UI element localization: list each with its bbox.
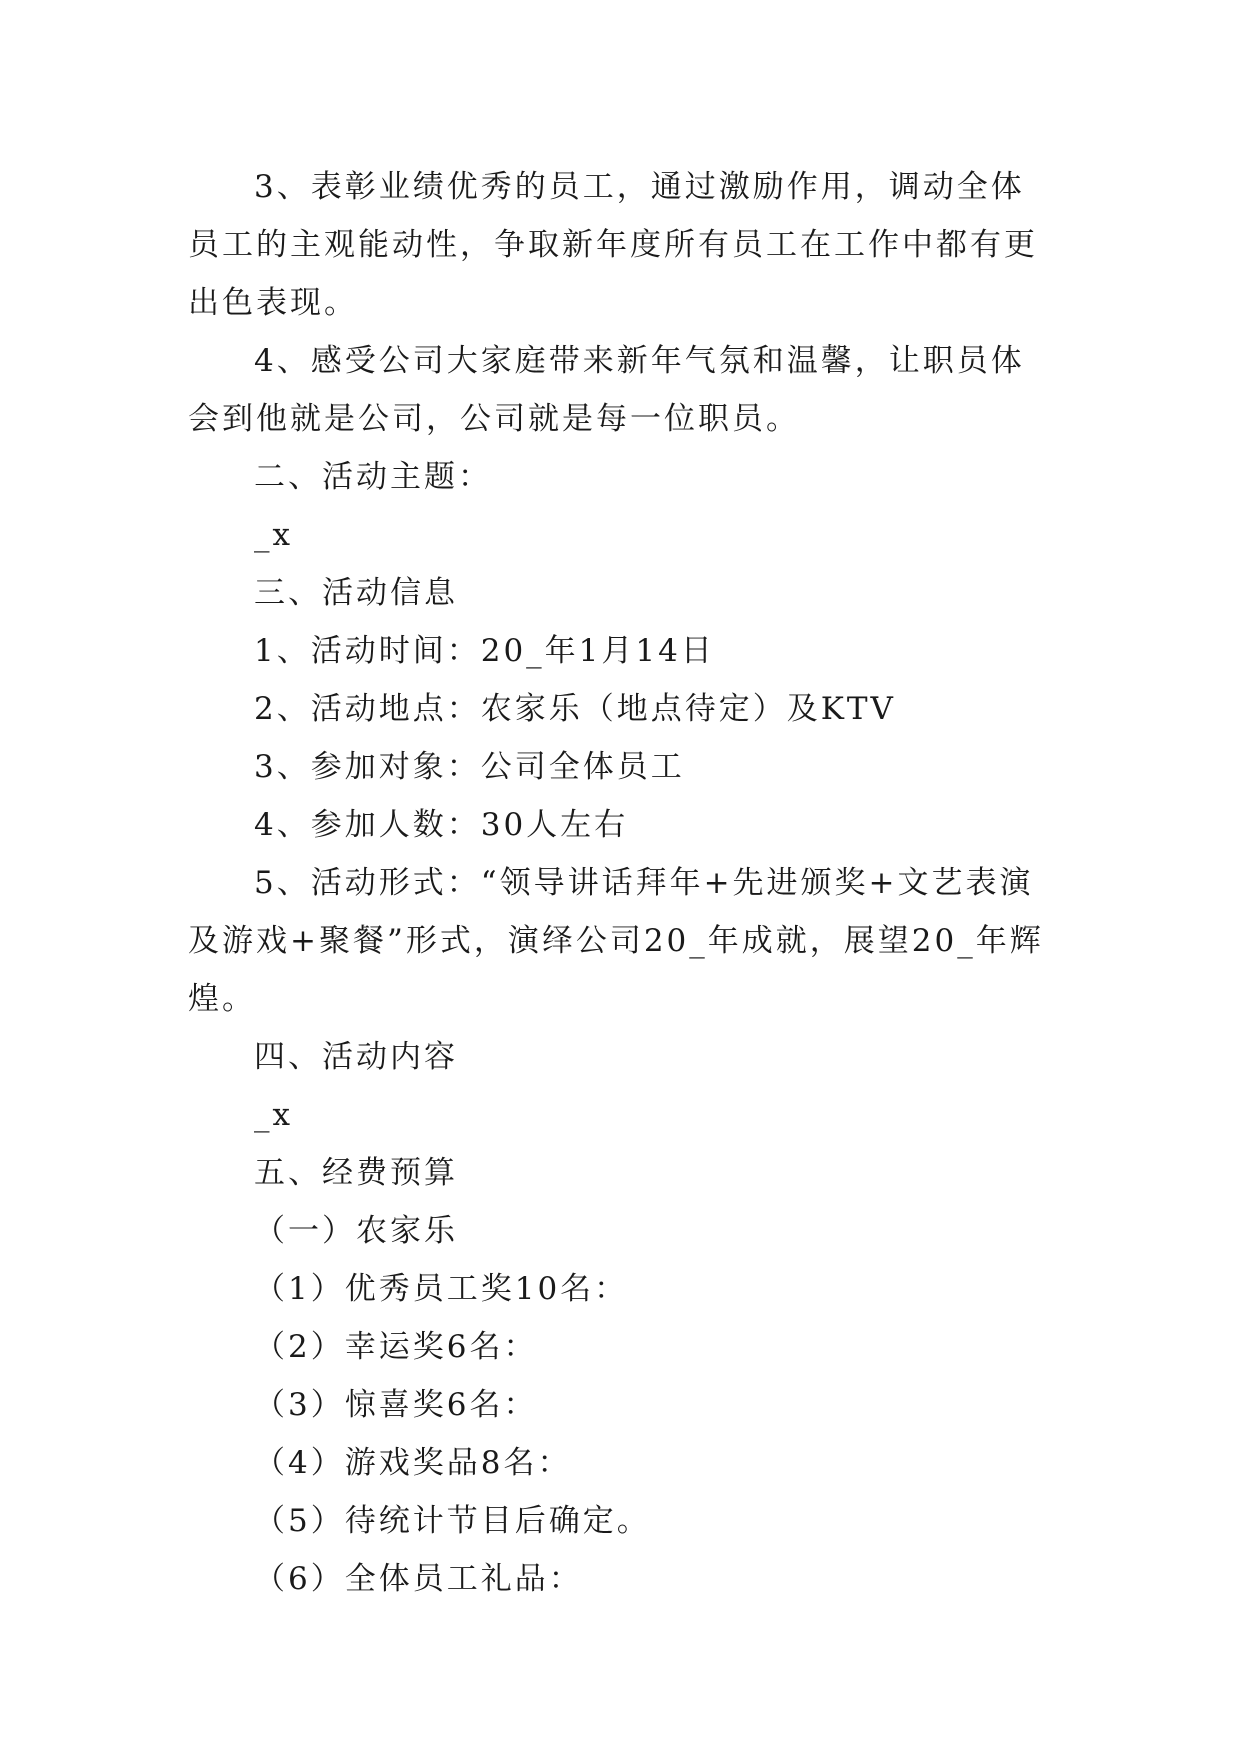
budget-item-4: （4）游戏奖品8名： [254,1445,572,1481]
theme-placeholder: _x [254,517,293,553]
document-body [188,158,1058,1608]
info-location: 2、活动地点：农家乐（地点待定）及KTV [254,691,896,727]
section-heading-content: 四、活动内容 [254,1039,458,1075]
info-time: 1、活动时间：20_年1月14日 [254,633,715,669]
paragraph-goal-3: 3、表彰业绩优秀的员工，通过激励作用，调动全体员工的主观能动性，争取新年度所有员工在工作中都有更出色表现。 [188,169,1038,321]
budget-item-3: （3）惊喜奖6名： [254,1387,538,1423]
paragraph-goal-4: 4、感受公司大家庭带来新年气氛和温馨，让职员体会到他就是公司，公司就是每一位职员。 [188,343,1025,437]
budget-subheading-farmhouse: （一）农家乐 [254,1213,458,1249]
budget-item-6: （6）全体员工礼品： [254,1561,583,1597]
budget-item-1: （1）优秀员工奖10名： [254,1271,629,1307]
content-placeholder: _x [254,1097,293,1133]
info-headcount: 4、参加人数：30人左右 [254,807,629,843]
section-heading-info: 三、活动信息 [254,575,458,611]
info-format: 5、活动形式：“领导讲话拜年+先进颁奖+文艺表演及游戏+聚餐”形式，演绎公司20_年成就，展望20_年辉煌。 [188,865,1044,1017]
budget-item-2: （2）幸运奖6名： [254,1329,538,1365]
budget-item-5: （5）待统计节目后确定。 [254,1503,651,1539]
info-participants: 3、参加对象：公司全体员工 [254,749,685,785]
section-heading-theme: 二、活动主题： [254,459,492,495]
section-heading-budget: 五、经费预算 [254,1155,458,1191]
